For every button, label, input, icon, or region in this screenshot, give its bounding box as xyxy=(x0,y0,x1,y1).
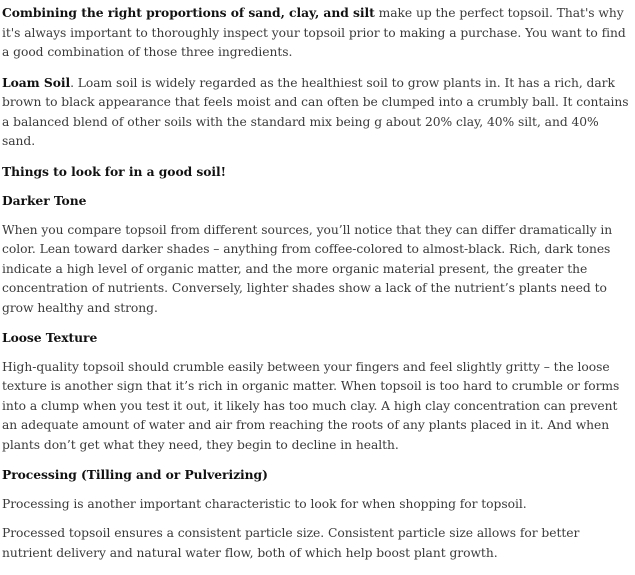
intro-lead: Combining the right proportions of sand, clay, and silt xyxy=(2,5,375,20)
processing-paragraph-2: Processed topsoil ensures a consistent particle size. Consistent particle size allows for better nutrient delivery and natural water flow, both of which help boost plant growth. xyxy=(2,526,580,560)
section-heading-loose-texture: Loose Texture xyxy=(2,330,98,345)
section-heading-processing: Processing (Tilling and or Pulverizing) xyxy=(2,467,268,482)
loam-text: . Loam soil is widely regarded as the healthiest soil to grow plants in. It has a rich, dark brown to black appearance that feels moist and can often be clumped into a crumbly ball. It contains a balanced blend of other soils with the standard mix being g about 20% clay, 40% silt, and 40% sand. xyxy=(2,75,629,148)
loam-lead: Loam Soil xyxy=(2,74,71,90)
section-heading-darker-tone: Darker Tone xyxy=(2,193,87,208)
loose-texture-paragraph: High-quality topsoil should crumble easily between your fingers and feel slightly gritty – the loose texture is another sign that it’s rich in organic matter. When topsoil is too hard to crumble or forms into a clump when you test it out, it likely has too much clay. A high clay concentration can prevent an adequate amount of water and air from reaching the roots of any plants placed in it. And when plants don’t get what they need, they begin to decline in health. xyxy=(2,359,620,452)
intro-paragraph xyxy=(2,3,633,63)
darker-tone-paragraph: When you compare topsoil from different sources, you’ll notice that they can differ dramatically in color. Lean toward darker shades – anything from coffee-colored to almost-black. Rich, dark tones indicate a high level of organic matter, and the more organic material present, the greater the concentration of nutrients. Conversely, lighter shades show a lack of the nutrient’s plants need to grow healthy and strong. xyxy=(2,222,613,315)
things-heading: Things to look for in a good soil! xyxy=(2,163,226,179)
processing-paragraph-1: Processing is another important characteristic to look for when shopping for topsoil. xyxy=(2,496,527,511)
loam-paragraph xyxy=(2,73,633,152)
intro-text: make up the perfect topsoil. That's why it's always important to thoroughly inspect your topsoil prior to making a purchase. You want to find a good combination of those three ingredients. xyxy=(2,6,626,59)
